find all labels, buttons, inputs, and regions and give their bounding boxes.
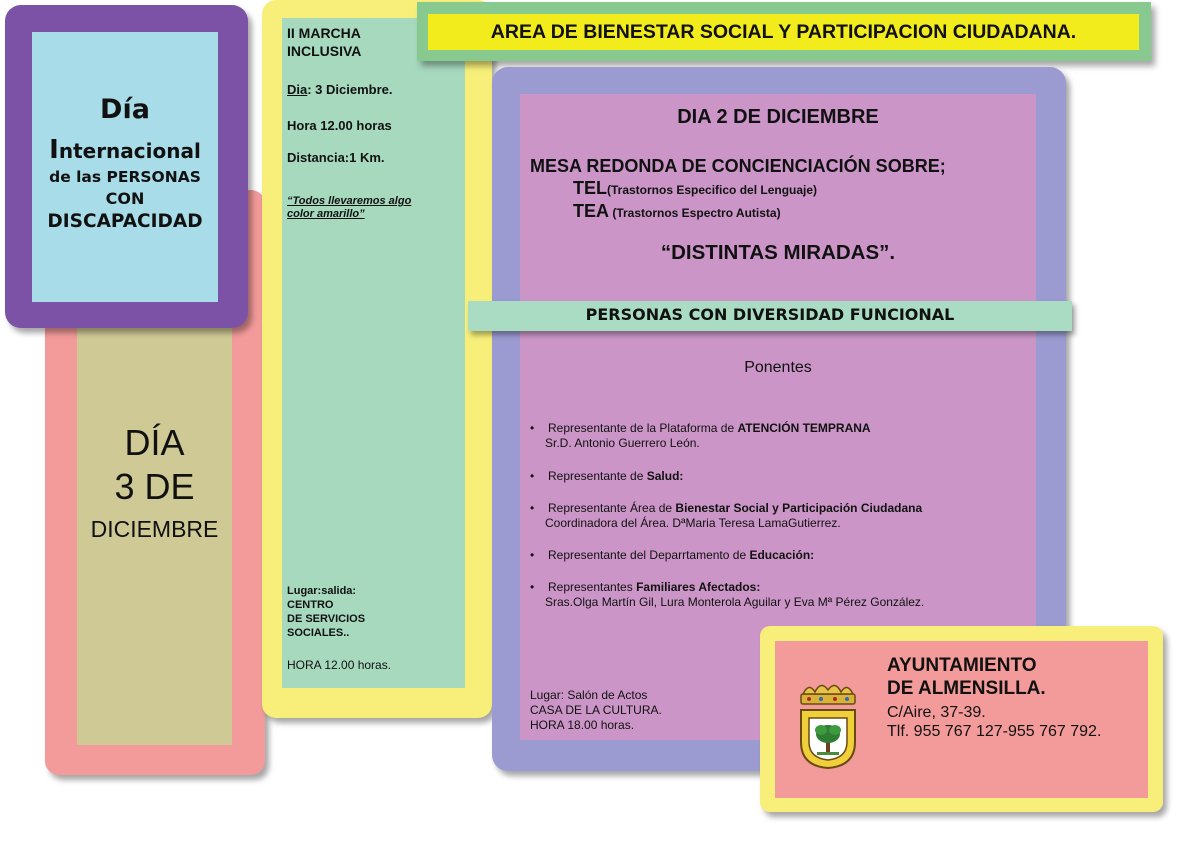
internacional-subtitle — [32, 135, 218, 165]
dia3-line1: DÍA — [124, 422, 185, 463]
ponente-bold: Bienestar Social y Participación Ciudadana — [675, 501, 923, 515]
evento-tea — [573, 201, 781, 222]
internacional-de-las-personas: de las PERSONAS — [49, 168, 201, 186]
marcha-dia-label: Dia — [287, 82, 308, 97]
evento-lugar-line3: HORA 18.00 horas. — [530, 718, 635, 732]
ponente-bold: ATENCIÓN TEMPRANA — [737, 421, 871, 435]
marcha-title-line1: II MARCHA — [287, 25, 361, 41]
ponentes-title: Ponentes — [744, 359, 812, 376]
evento-lugar — [530, 688, 662, 733]
evento-tel — [573, 178, 817, 199]
ponente-pre: Representante de — [548, 469, 647, 483]
ayuntamiento-line2: DE ALMENSILLA. — [887, 678, 1046, 699]
bullet-icon: • — [530, 580, 535, 594]
evento-lugar-line1: Lugar: Salón de Actos — [530, 688, 648, 702]
marcha-hora-final: HORA 12.00 horas. — [287, 658, 392, 672]
ponente-line — [548, 548, 814, 563]
internacional-initial: I — [49, 135, 59, 165]
bullet-icon: • — [530, 548, 535, 562]
ponente-pre: Representante del Deparrtamento de — [548, 548, 750, 562]
bullet-icon: • — [530, 421, 535, 435]
dia3-line2: 3 DE — [114, 466, 195, 507]
evento-tea-desc: (Trastornos Espectro Autista) — [609, 206, 781, 220]
ponente-pre: Representante Área de — [548, 501, 676, 515]
ponente-sub: Sr.D. Antonio Guerrero León. — [545, 436, 700, 450]
ponente-bold: Familiares Afectados: — [636, 580, 761, 594]
evento-tea-abbr: TEA — [573, 201, 609, 221]
evento-lema: “DISTINTAS MIRADAS”. — [660, 241, 896, 264]
dia3-line3: DICIEMBRE — [90, 516, 219, 542]
marcha-hora: Hora 12.00 horas — [287, 118, 392, 133]
almensilla-coat-of-arms-icon — [795, 680, 861, 770]
marcha-lema-line1: “Todos llevaremos algo — [287, 195, 412, 207]
ponente-sub: Coordinadora del Área. DªMaria Teresa LamaGutierrez. — [545, 516, 841, 530]
marcha-panel — [282, 18, 465, 688]
marcha-lugar-line3: DE SERVICIOS — [287, 613, 366, 625]
evento-mesa: MESA REDONDA DE CONCIENCIACIÓN SOBRE; — [530, 156, 946, 176]
internacional-rest: nternacional — [58, 139, 201, 163]
evento-lugar-line2: CASA DE LA CULTURA. — [530, 703, 662, 717]
header-banner-text: AREA DE BIENESTAR SOCIAL Y PARTICIPACION CIUDADANA. — [490, 21, 1077, 43]
marcha-lugar-line4: SOCIALES.. — [287, 627, 350, 639]
ponente-pre: Representantes — [548, 580, 637, 594]
marcha-lugar-line2: CENTRO — [287, 599, 334, 611]
ponente-line — [548, 421, 871, 436]
ponente-line — [548, 501, 922, 516]
ponente-pre: Representante de la Plataforma de — [548, 421, 738, 435]
marcha-lema-line2: color amarillo” — [287, 208, 365, 220]
internacional-panel-top — [32, 32, 218, 302]
bullet-icon: • — [530, 469, 535, 483]
ponente-bold: Salud: — [646, 469, 684, 483]
marcha-lugar-line1: Lugar:salida: — [287, 585, 357, 597]
ponente-bold: Educación: — [749, 548, 815, 562]
ayuntamiento-telefono: Tlf. 955 767 127-955 767 792. — [887, 723, 1102, 740]
ponente-sub: Sras.Olga Martín Gil, Lura Monterola Aguilar y Eva Mª Pérez González. — [545, 595, 925, 609]
evento-tel-abbr: TEL — [573, 178, 607, 198]
evento-fecha: DIA 2 DE DICIEMBRE — [677, 106, 879, 128]
ayuntamiento-direccion: C/Aire, 37-39. — [887, 704, 986, 721]
marcha-dia — [287, 82, 393, 97]
bullet-icon: • — [530, 501, 535, 515]
marcha-distancia: Distancia:1 Km. — [287, 150, 385, 165]
ponente-line — [548, 580, 760, 595]
internacional-discapacidad: DISCAPACIDAD — [47, 211, 203, 232]
ponente-line — [548, 469, 683, 484]
internacional-title: Día — [100, 94, 150, 125]
evento-tel-desc: (Trastornos Especifico del Lenguaje) — [607, 183, 818, 197]
dia3-panel — [77, 320, 232, 745]
internacional-con: CON — [105, 189, 145, 208]
marcha-title-line2: INCLUSIVA — [287, 43, 362, 59]
marcha-dia-value: : 3 Diciembre. — [307, 82, 393, 97]
diversidad-band-text: PERSONAS CON DIVERSIDAD FUNCIONAL — [585, 305, 955, 324]
ayuntamiento-line1: AYUNTAMIENTO — [887, 655, 1037, 676]
